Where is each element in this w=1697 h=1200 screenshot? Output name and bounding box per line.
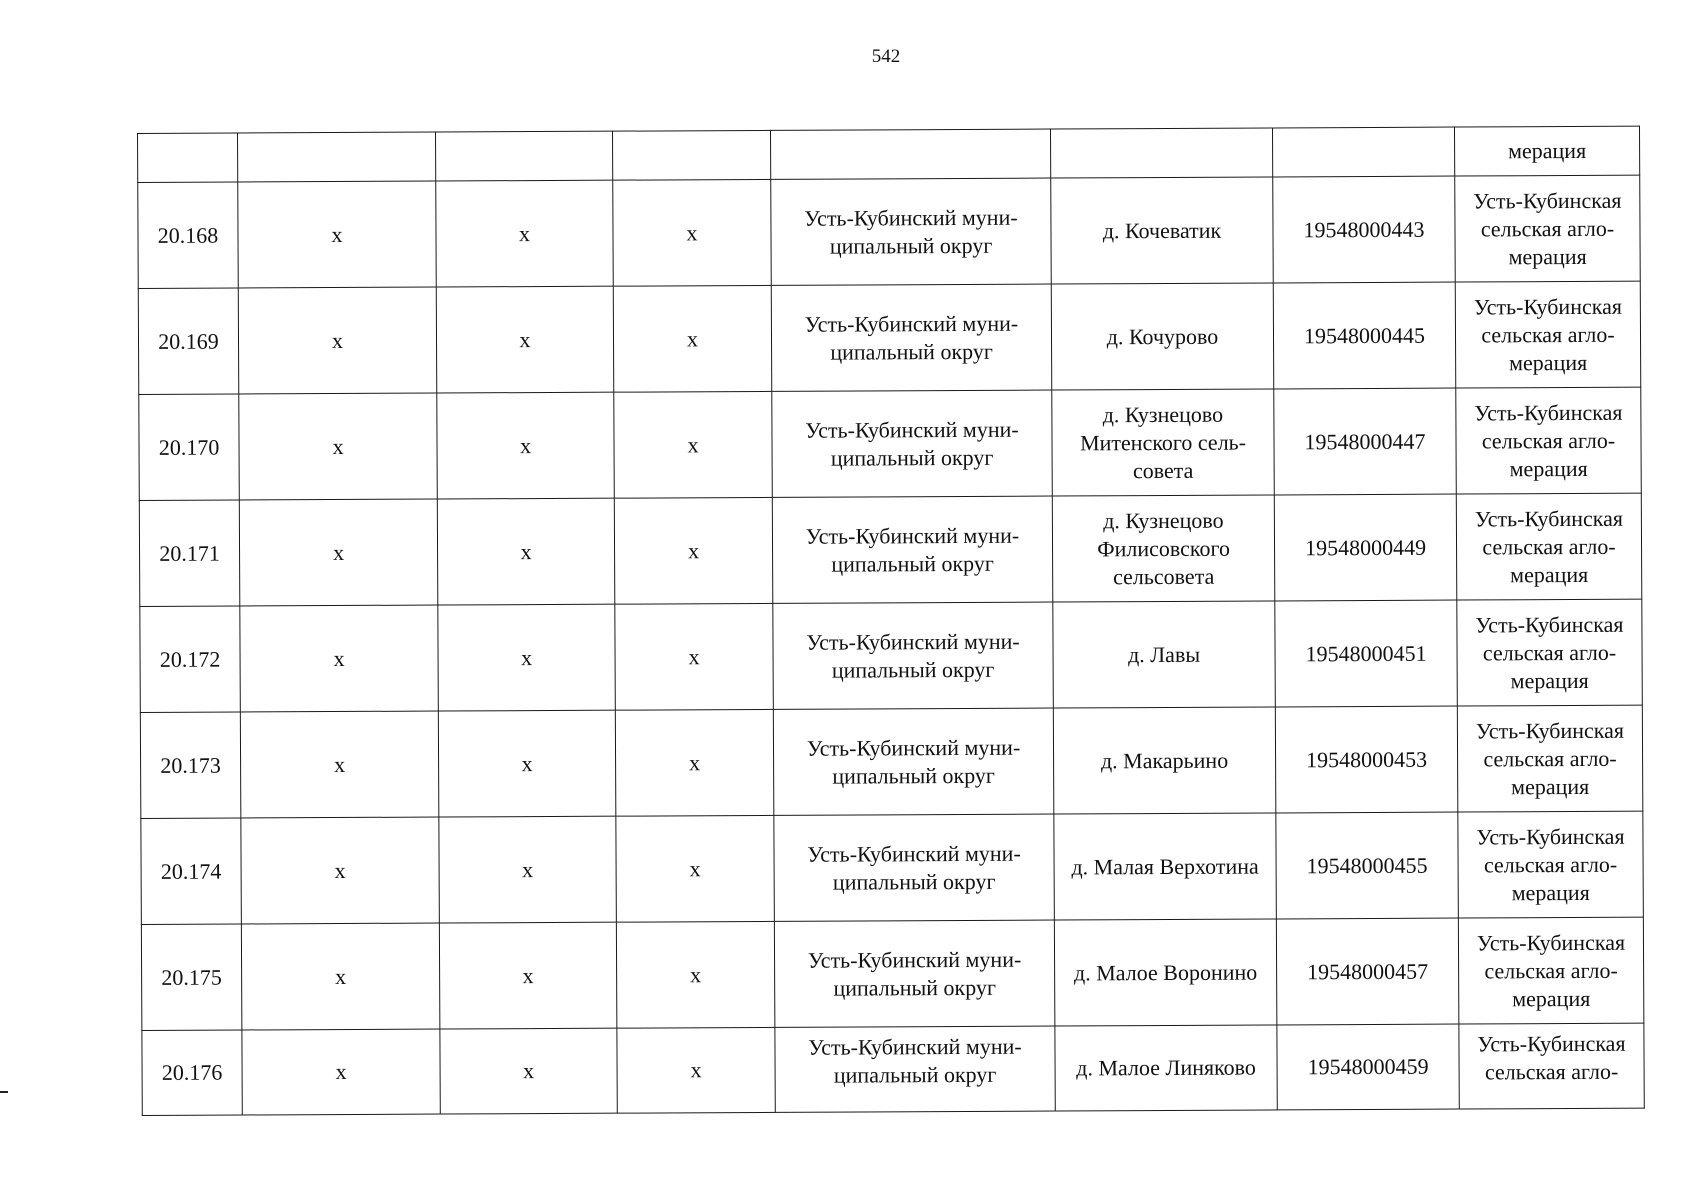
header-row: [138, 126, 1640, 182]
agglomeration-cell: Усть-Кубинская сельская агло-мерация: [1458, 811, 1644, 918]
margin-tick-mark: [0, 1091, 8, 1093]
mark-cell: х: [615, 709, 774, 816]
mark-cell: х: [241, 923, 440, 1030]
code-cell: 19548000455: [1276, 812, 1459, 919]
mark-cell: х: [238, 181, 437, 288]
table-row: [141, 917, 1644, 1030]
header-cell: [612, 130, 770, 180]
settlement-cell: д. Макарьино: [1053, 707, 1276, 814]
agglomeration-cell: Усть-Кубинская сельская агло-мерация: [1455, 175, 1641, 282]
row-number: 20.169: [138, 288, 239, 394]
code-cell: 19548000459: [1277, 1024, 1459, 1110]
mark-cell: х: [614, 497, 773, 604]
row-number: 20.170: [139, 394, 240, 500]
settlement-cell: д. Малое Линяково: [1055, 1025, 1277, 1111]
agglomeration-cell: Усть-Кубинская сельская агло-мерация: [1458, 917, 1644, 1024]
table-row: [140, 705, 1643, 818]
mark-cell: х: [240, 605, 439, 712]
settlement-cell: д. Лавы: [1053, 601, 1276, 708]
mark-cell: х: [616, 921, 775, 1028]
table-row: [138, 281, 1641, 394]
agglomeration-cell: Усть-Кубинская сельская агло-мерация: [1457, 705, 1643, 812]
mark-cell: х: [613, 179, 772, 286]
mark-cell: х: [439, 922, 617, 1029]
code-cell: 19548000451: [1275, 600, 1458, 707]
mark-cell: х: [437, 392, 615, 499]
settlement-cell: д. Кузнецово Филисовского сельсовета: [1052, 495, 1275, 602]
mark-cell: х: [439, 816, 617, 923]
code-cell: 19548000449: [1274, 494, 1457, 601]
mark-cell: х: [240, 711, 439, 818]
code-cell: 19548000443: [1273, 176, 1456, 283]
agglomeration-cell: Усть-Кубинская сельская агло-: [1459, 1023, 1644, 1109]
code-cell: 19548000453: [1275, 706, 1458, 813]
district-cell: Усть-Кубинский муни-ципальный округ: [775, 1026, 1055, 1112]
settlement-cell: д. Кузнецово Митенского сель-совета: [1052, 389, 1275, 496]
agglomeration-cell: Усть-Кубинская сельская агло-мерация: [1456, 387, 1642, 494]
header-cell: [1050, 128, 1272, 178]
mark-cell: х: [613, 285, 772, 392]
mark-cell: х: [438, 710, 616, 817]
row-number: 20.175: [141, 924, 242, 1030]
code-cell: 19548000447: [1274, 388, 1457, 495]
table-row: [141, 811, 1644, 924]
table-row: [142, 1023, 1644, 1115]
district-cell: Усть-Кубинский муни-ципальный округ: [771, 178, 1052, 285]
mark-cell: х: [242, 1029, 440, 1115]
table-row: [140, 599, 1643, 712]
header-cell: [770, 129, 1050, 179]
district-cell: Усть-Кубинский муни-ципальный округ: [773, 602, 1054, 709]
settlement-cell: д. Кочеватик: [1051, 177, 1274, 284]
row-number: 20.171: [139, 500, 240, 606]
mark-cell: х: [239, 393, 438, 500]
header-cell: [138, 133, 238, 182]
settlement-cell: д. Малое Воронино: [1054, 919, 1277, 1026]
table-container: [137, 126, 1645, 1116]
mark-cell: х: [615, 603, 774, 710]
mark-cell: х: [241, 817, 440, 924]
district-cell: Усть-Кубинский муни-ципальный округ: [773, 708, 1054, 815]
district-cell: Усть-Кубинский муни-ципальный округ: [774, 814, 1055, 921]
mark-cell: х: [437, 498, 615, 605]
row-number: 20.176: [142, 1030, 242, 1115]
header-cell-continuation: мерация: [1454, 126, 1639, 176]
district-cell: Усть-Кубинский муни-ципальный округ: [772, 496, 1053, 603]
header-cell: [238, 132, 436, 182]
agglomeration-cell: Усть-Кубинская сельская агло-мерация: [1457, 599, 1643, 706]
row-number: 20.174: [141, 818, 242, 924]
table-row: [138, 175, 1641, 288]
settlement-cell: д. Кочурово: [1051, 283, 1274, 390]
settlements-table: [137, 126, 1645, 1116]
mark-cell: х: [614, 391, 773, 498]
header-cell: [435, 131, 612, 181]
mark-cell: х: [440, 1028, 617, 1114]
header-cell: [1272, 127, 1454, 177]
mark-cell: х: [438, 604, 616, 711]
agglomeration-cell: Усть-Кубинская сельская агло-мерация: [1456, 493, 1642, 600]
agglomeration-cell: Усть-Кубинская сельская агло-мерация: [1455, 281, 1641, 388]
table-row: [139, 387, 1642, 500]
row-number: 20.168: [138, 182, 239, 288]
page-number: 542: [871, 46, 901, 67]
mark-cell: х: [436, 286, 614, 393]
mark-cell: х: [616, 815, 775, 922]
settlement-cell: д. Малая Верхотина: [1054, 813, 1277, 920]
mark-cell: х: [436, 180, 614, 287]
table-row: [139, 493, 1642, 606]
row-number: 20.172: [140, 606, 241, 712]
district-cell: Усть-Кубинский муни-ципальный округ: [771, 284, 1052, 391]
code-cell: 19548000445: [1273, 282, 1456, 389]
row-number: 20.173: [140, 712, 241, 818]
district-cell: Усть-Кубинский муни-ципальный округ: [772, 390, 1053, 497]
code-cell: 19548000457: [1276, 918, 1459, 1025]
district-cell: Усть-Кубинский муни-ципальный округ: [774, 920, 1055, 1027]
mark-cell: х: [238, 287, 437, 394]
mark-cell: х: [239, 499, 438, 606]
mark-cell: х: [617, 1027, 775, 1113]
